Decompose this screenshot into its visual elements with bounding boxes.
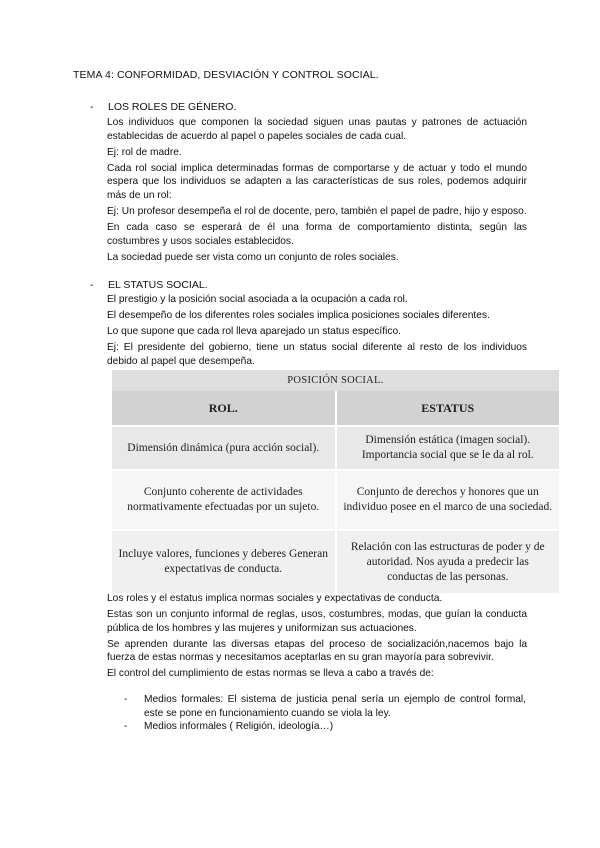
section-heading-status xyxy=(90,279,208,291)
table-row xyxy=(112,426,559,470)
table-caption: POSICIÓN SOCIAL. xyxy=(112,370,559,391)
paragraph: El control del cumplimiento de estas normas se lleva a cabo a través de: xyxy=(107,668,434,680)
paragraph: Cada rol social implica determinadas formas de comportarse y de actuar y todo el mundo espera que los individuos se adapten a las características de sus roles, podemos adquirir más de un rol: xyxy=(107,162,527,201)
table-header-rol: ROL. xyxy=(112,391,336,426)
bullet-dash: - xyxy=(124,721,128,733)
paragraph: Estas son un conjunto informal de reglas, usos, costumbres, modas, que guían la conducta pública de los hombres y las mujeres y uniformizan sus actuaciones. xyxy=(107,609,527,634)
section-body-roles xyxy=(107,116,527,267)
paragraph: La sociedad puede ser vista como un conjunto de roles sociales. xyxy=(107,251,399,263)
table-cell-estatus: Relación con las estructuras de poder y de autoridad. Nos ayuda a predecir las conductas de las personas. xyxy=(336,530,560,593)
list-item xyxy=(124,720,526,734)
table-header-estatus: ESTATUS xyxy=(336,391,560,426)
bullet-dash: - xyxy=(90,279,94,291)
table-cell-rol: Dimensión dinámica (pura acción social). xyxy=(112,426,336,470)
paragraph: El desempeño de los diferentes roles sociales implica posiciones sociales diferentes. xyxy=(107,310,490,322)
paragraph: Los roles y el estatus implica normas sociales y expectativas de conducta. xyxy=(107,593,443,604)
paragraph: Ej: Un profesor desempeña el rol de docente, pero, también el papel de padre, hijo y esposo. xyxy=(107,206,527,218)
paragraph: El prestigio y la posición social asociada a la ocupación a cada rol. xyxy=(107,294,408,305)
paragraph: Ej: rol de madre. xyxy=(107,146,182,158)
section-heading-roles xyxy=(90,101,236,113)
control-means-list xyxy=(124,693,526,734)
section-heading-text: LOS ROLES DE GÉNERO. xyxy=(108,101,237,113)
paragraph: Se aprenden durante las diversas etapas del proceso de socialización,nacemos bajo la fuerza de estas normas y necesitamos aceptarlas en su gran mayoría para sobrevivir. xyxy=(107,638,527,664)
paragraph: Lo que supone que cada rol lleva aparejado un status específico. xyxy=(107,326,401,338)
norms-body xyxy=(107,592,527,684)
section-heading-text: EL STATUS SOCIAL. xyxy=(108,279,208,291)
list-item xyxy=(124,693,526,720)
table-cell-rol: Incluye valores, funciones y deberes Generan expectativas de conducta. xyxy=(112,530,336,593)
paragraph: Ej: El presidente del gobierno, tiene un status social diferente al resto de los individuos debido al papel que desempeña. xyxy=(107,342,527,367)
table-cell-estatus: Dimensión estática (imagen social). Importancia social que se le da al rol. xyxy=(336,426,560,470)
paragraph: Los individuos que componen la sociedad siguen unas pautas y patrones de actuación establecidas de acuerdo al papel o papeles sociales de cada cual. xyxy=(107,117,527,142)
list-item-text: Medios informales ( Religión, ideología…) xyxy=(144,721,334,733)
table-row xyxy=(112,470,559,530)
social-position-table xyxy=(112,370,559,593)
table-cell-estatus: Conjunto de derechos y honores que un individuo posee en el marco de una sociedad. xyxy=(336,470,560,530)
bullet-dash: - xyxy=(90,101,94,113)
table-cell-rol: Conjunto coherente de actividades normativamente efectuadas por un sujeto. xyxy=(112,470,336,530)
bullet-dash: - xyxy=(124,694,128,705)
paragraph: En cada caso se esperará de él una forma de comportamiento distinta, según las costumbres y usos sociales establecidos. xyxy=(107,222,527,247)
section-body-status xyxy=(107,293,527,371)
table-row xyxy=(112,530,559,593)
document-title: TEMA 4: CONFORMIDAD, DESVIACIÓN Y CONTROL SOCIAL. xyxy=(73,69,379,81)
list-item-text: Medios formales: El sistema de justicia penal sería un ejemplo de control formal, este se pone en funcionamiento cuando se viola la ley. xyxy=(144,694,526,719)
